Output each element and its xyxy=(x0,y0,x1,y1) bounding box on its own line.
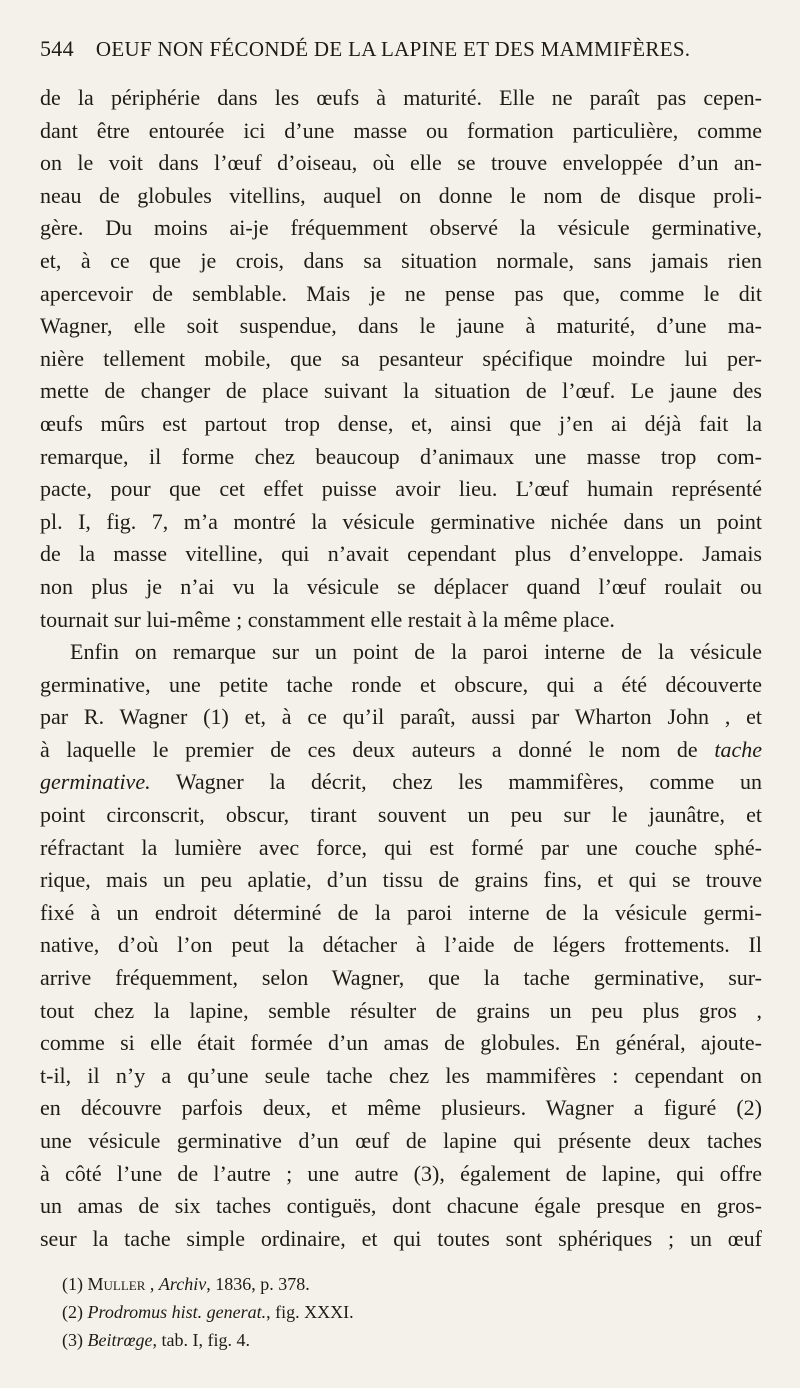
text-line: œufs mûrs est partout trop dense, et, ainsi que j’en ai déjà fait la xyxy=(40,410,762,436)
footnote-mark: (1) xyxy=(62,1274,83,1294)
footnote-mark: (3) xyxy=(62,1330,83,1350)
text-line: dant être entourée ici d’une masse ou formation particulière, comme xyxy=(40,117,762,143)
italic-term-start: germinative. xyxy=(40,769,151,795)
text-line: une vésicule germinative d’un œuf de lapine qui présente deux taches xyxy=(40,1128,762,1153)
text-line: un amas de six taches contiguës, dont chacune égale presque en gros- xyxy=(40,1193,762,1219)
running-header xyxy=(40,36,762,82)
footnote-author: Muller xyxy=(87,1274,146,1294)
footnote-source: Beitrœge xyxy=(87,1330,153,1350)
text-line xyxy=(40,734,762,767)
footnote-source: Prodromus hist. generat. xyxy=(87,1302,267,1322)
text-line: rique, mais un peu aplatie, d’un tissu de grains fins, et qui se trouve xyxy=(40,867,762,893)
footnotes xyxy=(62,1270,354,1354)
text-line: de la masse vitelline, qui n’avait cependant plus d’enveloppe. Jamais xyxy=(40,541,762,567)
running-title: OEUF NON FÉCONDÉ DE LA LAPINE ET DES MAMMIFÈRES. xyxy=(95,37,691,61)
footnote-sep: , xyxy=(145,1274,159,1294)
text-line: pacte, pour que cet effet puisse avoir lieu. L’œuf humain représenté xyxy=(40,476,762,502)
text-line: à côté l’une de l’autre ; une autre (3), également de lapine, qui offre xyxy=(40,1160,762,1186)
text-line: apercevoir de semblable. Mais je ne pense pas que, comme le dit xyxy=(40,280,762,306)
text-line: comme si elle était formée d’un amas de globules. En général, ajoute- xyxy=(40,1030,762,1056)
text-line: gère. Du moins ai-je fréquemment observé la vésicule germinative, xyxy=(40,215,762,241)
text-line: par R. Wagner (1) et, à ce qu’il paraît, aussi par Wharton John , et xyxy=(40,704,762,730)
page-number: 544 xyxy=(40,36,74,61)
text-line: point circonscrit, obscur, tirant souvent un peu sur le jaunâtre, et xyxy=(40,802,762,828)
text-line: en découvre parfois deux, et même plusieurs. Wagner a figuré (2) xyxy=(40,1095,762,1121)
footnote-rest: , 1836, p. 378. xyxy=(206,1274,310,1294)
footnote xyxy=(62,1326,354,1354)
text-line: de la périphérie dans les œufs à maturité. Elle ne paraît pas cepen- xyxy=(40,85,762,110)
text-line: nière tellement mobile, que sa pesanteur spécifique moindre lui per- xyxy=(40,345,762,371)
footnote-mark: (2) xyxy=(62,1302,83,1322)
footnote xyxy=(62,1298,354,1326)
text-line: remarque, il forme chez beaucoup d’animaux une masse trop com- xyxy=(40,443,762,469)
text-line: arrive fréquemment, selon Wagner, que la tache germinative, sur- xyxy=(40,965,762,991)
text-line: Enfin on remarque sur un point de la paroi interne de la vésicule xyxy=(70,639,762,665)
text-line: fixé à un endroit déterminé de la paroi interne de la vésicule germi- xyxy=(40,899,762,925)
text-line: on le voit dans l’œuf d’oiseau, où elle se trouve enveloppée d’un an- xyxy=(40,150,762,176)
text-line: et, à ce que je crois, dans sa situation normale, sans jamais rien xyxy=(40,247,762,273)
text-line: réfractant la lumière avec force, qui est formé par une couche sphé- xyxy=(40,834,762,860)
footnote-rest: , tab. I, fig. 4. xyxy=(152,1330,250,1350)
text-line: t-il, il n’y a qu’une seule tache chez les mammifères : cependant on xyxy=(40,1062,762,1088)
text-line: seur la tache simple ordinaire, et qui toutes sont sphériques ; un œuf xyxy=(40,1225,762,1251)
text-line: non plus je n’ai vu la vésicule se déplacer quand l’œuf roulait ou xyxy=(40,573,762,599)
text-line: tout chez la lapine, semble résulter de grains un peu plus gros , xyxy=(40,997,762,1023)
footnote xyxy=(62,1270,354,1298)
line-text: Wagner la décrit, chez les mammifères, comme un xyxy=(150,769,762,795)
text-line: tournait sur lui-même ; constamment elle restait à la même place. xyxy=(40,606,615,632)
footnote-rest: , fig. XXXI. xyxy=(266,1302,354,1322)
text-line xyxy=(40,766,762,799)
text-line: mette de changer de place suivant la situation de l’œuf. Le jaune des xyxy=(40,378,762,404)
footnote-source: Archiv xyxy=(158,1274,207,1294)
text-line: germinative, une petite tache ronde et obscure, qui a été découverte xyxy=(40,671,762,697)
text-line: pl. I, fig. 7, m’a montré la vésicule germinative nichée dans un point xyxy=(40,508,762,534)
text-line: Wagner, elle soit suspendue, dans le jaune à maturité, d’une ma- xyxy=(40,313,762,339)
main-text xyxy=(40,82,762,1255)
line-text: à laquelle le premier de ces deux auteurs a donné le nom de xyxy=(40,736,698,762)
italic-term: tache xyxy=(714,736,762,762)
text-line: neau de globules vitellins, auquel on donne le nom de disque proli- xyxy=(40,182,762,208)
text-line: native, d’où l’on peut la détacher à l’aide de légers frottements. Il xyxy=(40,932,762,958)
